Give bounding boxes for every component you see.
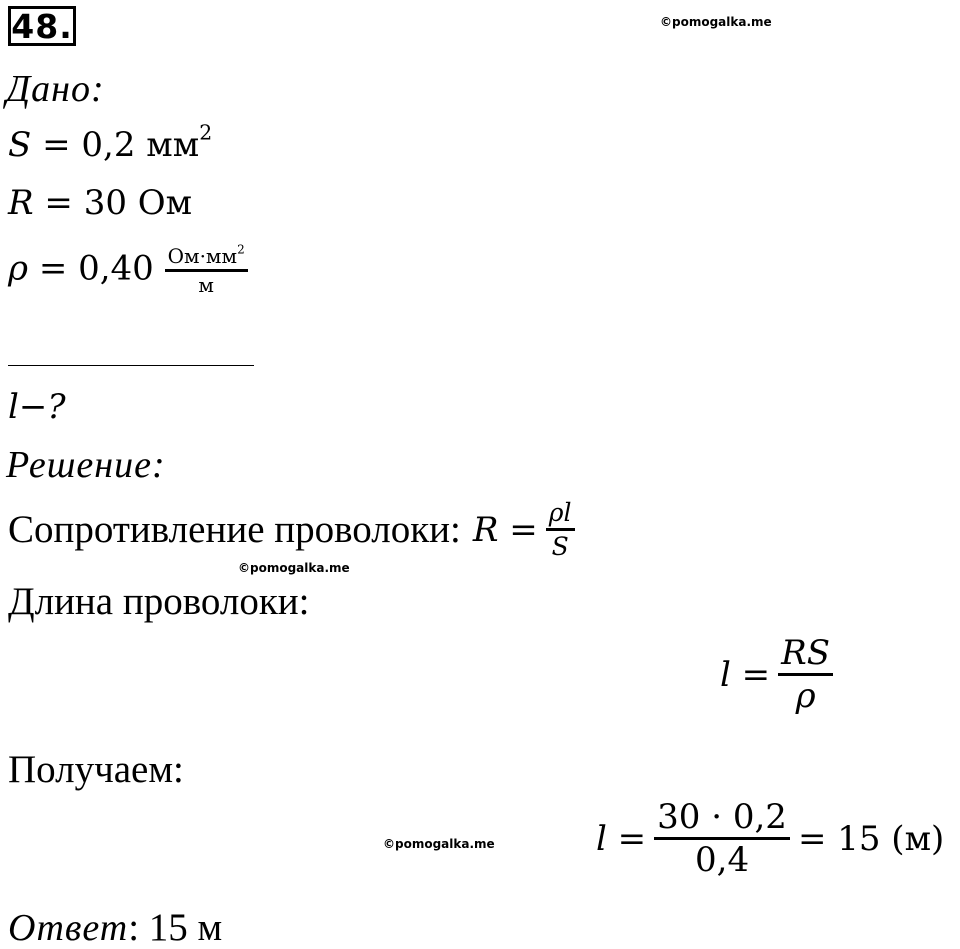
given-area: [8, 120, 213, 165]
resistance-numerator: ρl: [546, 500, 575, 531]
length-lhs: l =: [720, 654, 771, 695]
given-resistivity: [8, 242, 248, 297]
answer-line: [8, 908, 222, 947]
answer-label: Ответ: [8, 907, 129, 949]
resistance-value: = 30 Ом: [44, 183, 193, 223]
given-resistance: [8, 183, 193, 223]
area-unit-power: 2: [199, 120, 213, 145]
problem-number: 48.: [8, 6, 76, 46]
resistance-denominator: S: [551, 532, 569, 561]
length-fraction: [778, 633, 833, 716]
solution-heading: Решение:: [6, 444, 166, 486]
resistivity-value: = 0,40: [38, 248, 154, 289]
result-formula: [596, 797, 945, 880]
length-formula: [720, 633, 833, 716]
result-fraction: [654, 797, 790, 880]
result-denominator: 0,4: [695, 840, 750, 880]
resistivity-unit-power: 2: [237, 242, 245, 257]
resistance-formula-line: [8, 500, 575, 559]
resistivity-unit-denominator: м: [198, 273, 214, 297]
find-length: l−?: [8, 387, 66, 427]
resistivity-unit-fraction: [165, 242, 248, 297]
resistivity-unit-numerator: Ом·мм: [167, 244, 238, 268]
length-text: Длина проволоки:: [8, 580, 310, 623]
resistivity-symbol: ρ: [8, 248, 28, 289]
result-value: = 15 (м): [797, 818, 945, 859]
given-divider: [8, 365, 254, 366]
resistance-text: Сопротивление проволоки:: [8, 508, 461, 551]
given-heading: Дано:: [6, 68, 105, 110]
watermark-middle: ©pomogalka.me: [238, 561, 350, 575]
resistance-symbol: R: [8, 183, 34, 223]
area-value: = 0,2 мм: [42, 125, 200, 165]
length-numerator: RS: [778, 636, 833, 676]
resistance-lhs: R =: [472, 509, 538, 550]
result-text: Получаем:: [8, 748, 184, 791]
result-lhs: l =: [596, 818, 647, 859]
watermark-top: ©pomogalka.me: [660, 15, 772, 29]
resistance-fraction: [546, 500, 575, 559]
area-symbol: S: [8, 125, 32, 165]
answer-value: : 15 м: [128, 906, 223, 949]
result-numerator: 30 · 0,2: [654, 800, 790, 840]
length-denominator: ρ: [795, 676, 816, 716]
watermark-bottom: ©pomogalka.me: [383, 837, 495, 851]
